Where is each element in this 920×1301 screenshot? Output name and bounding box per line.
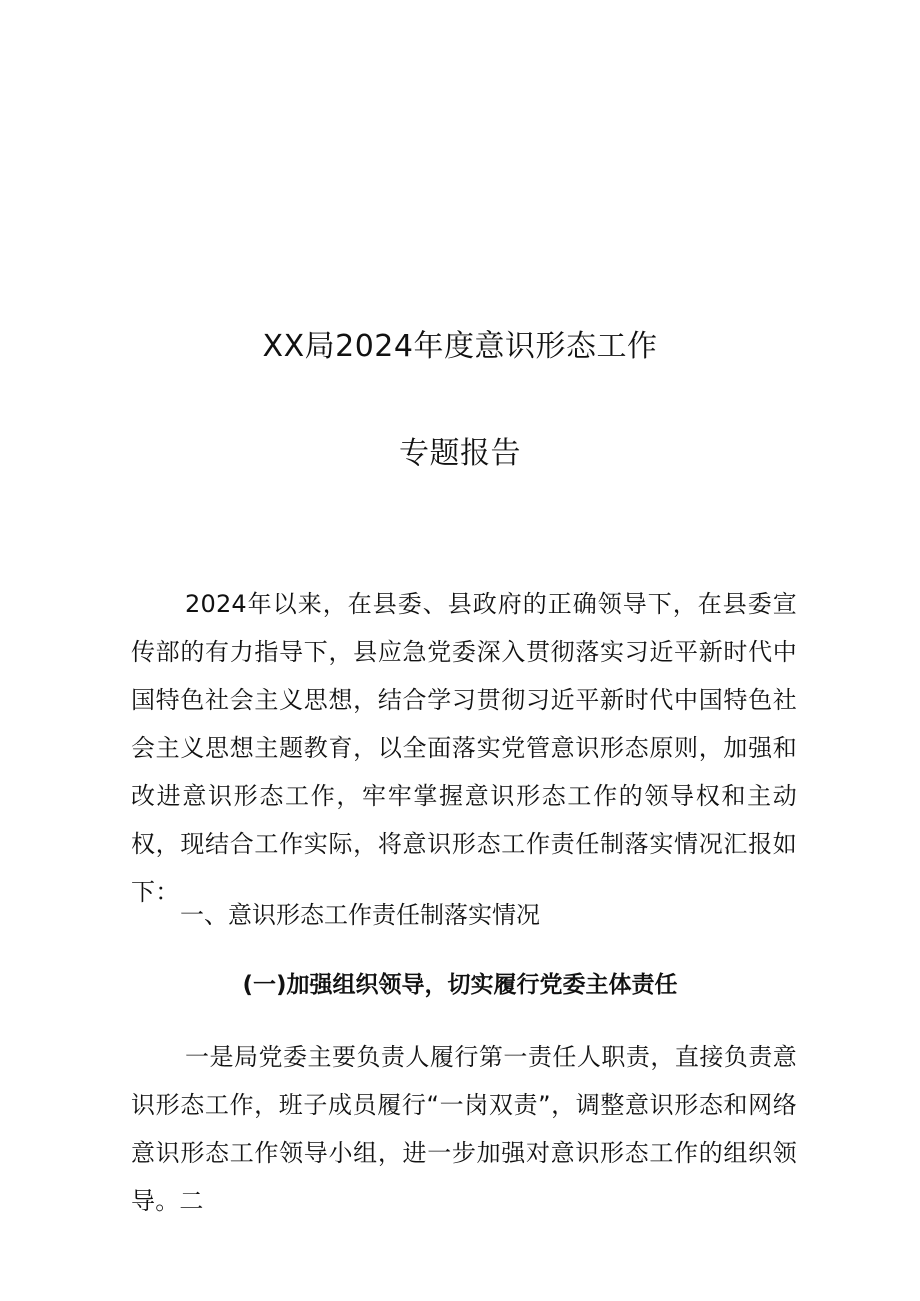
document-title-line-2: 专题报告: [399, 436, 521, 471]
body-paragraph: 一是局党委主要负责人履行第一责任人职责，直接负责意识形态工作，班子成员履行“一岗双责”，调整意识形态和网络意识形态工作领导小组，进一步加强对意识形态工作的组织领导。二: [131, 1043, 797, 1215]
subsection-heading: (一)加强组织领导，切实履行党委主体责任: [242, 972, 678, 998]
document-title-line-1: XX局2024年度意识形态工作: [262, 329, 658, 364]
section-heading: 一、意识形态工作责任制落实情况: [180, 901, 540, 929]
intro-paragraph: 2024年以来，在县委、县政府的正确领导下，在县委宣传部的有力指导下，县应急党委深入贯彻落实习近平新时代中国特色社会主义思想，结合学习贯彻习近平新时代中国特色社会主义思想主题教育，以全面落实党管意识形态原则，加强和改进意识形态工作，牢牢掌握意识形态工作的领导权和主动权，现结合工作实际，将意识形态工作责任制落实情况汇报如下：: [131, 590, 797, 906]
